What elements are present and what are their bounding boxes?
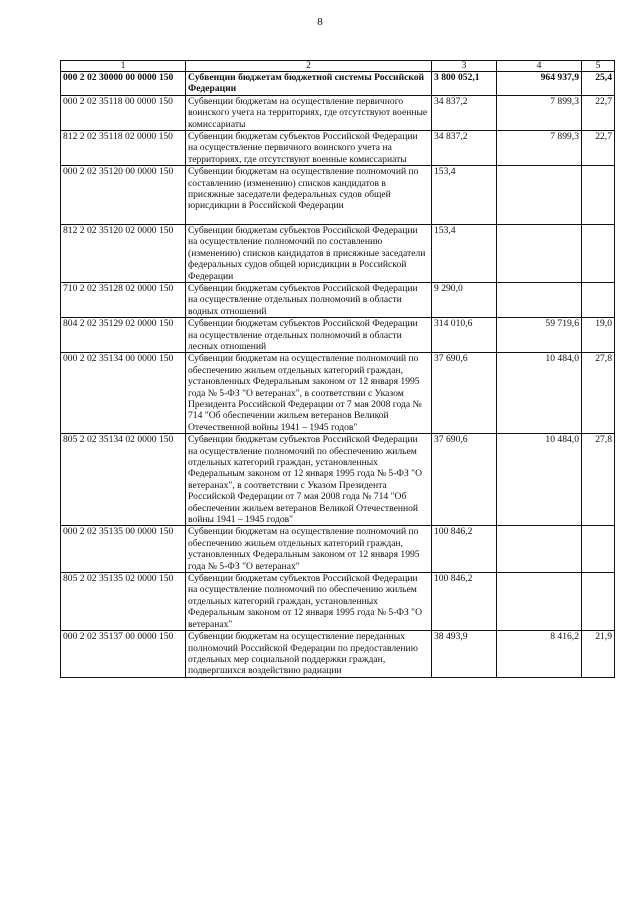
column-header-5: 5 bbox=[582, 61, 615, 72]
actual-amount-cell bbox=[497, 526, 582, 573]
description-cell: Субвенции бюджетам субъектов Российской Федерации на осуществление полномочий по составлению (изменению) списков кандидатов в присяжные заседатели федеральных судов общей юрисдикции в Российской Федерации bbox=[186, 224, 432, 282]
plan-amount-cell: 3 800 052,1 bbox=[432, 72, 497, 96]
table-row bbox=[61, 282, 615, 317]
plan-amount-cell: 34 837,2 bbox=[432, 95, 497, 130]
column-header-2: 2 bbox=[186, 61, 432, 72]
table-row bbox=[61, 72, 615, 96]
column-header-1: 1 bbox=[61, 61, 186, 72]
table-row bbox=[61, 224, 615, 282]
budget-code-cell: 000 2 02 30000 00 0000 150 bbox=[61, 72, 186, 96]
plan-amount-cell: 100 846,2 bbox=[432, 573, 497, 631]
plan-amount-cell: 100 846,2 bbox=[432, 526, 497, 573]
percent-cell bbox=[582, 573, 615, 631]
table-row bbox=[61, 95, 615, 130]
plan-amount-cell: 34 837,2 bbox=[432, 131, 497, 166]
budget-code-cell: 812 2 02 35120 02 0000 150 bbox=[61, 224, 186, 282]
actual-amount-cell: 10 484,0 bbox=[497, 353, 582, 434]
plan-amount-cell: 314 010,6 bbox=[432, 318, 497, 353]
budget-code-cell: 805 2 02 35134 02 0000 150 bbox=[61, 434, 186, 526]
percent-cell: 22,7 bbox=[582, 131, 615, 166]
budget-table bbox=[60, 60, 615, 678]
actual-amount-cell: 7 899,3 bbox=[497, 131, 582, 166]
table-row bbox=[61, 526, 615, 573]
table-row bbox=[61, 353, 615, 434]
description-cell: Субвенции бюджетам субъектов Российской Федерации на осуществление полномочий по обеспечению жильем отдельных категорий граждан, установленных Федеральным законом от 12 января 1995 года № 5-ФЗ "О ветеранах", в соответствии с Указом Президента Российской Федерации от 7 мая 2008 года № 714 "Об обеспечении жильем ветеранов Великой Отечественной войны 1941 – 1945 годов" bbox=[186, 434, 432, 526]
table-row bbox=[61, 131, 615, 166]
percent-cell: 19,0 bbox=[582, 318, 615, 353]
column-header-4: 4 bbox=[497, 61, 582, 72]
description-cell: Субвенции бюджетам на осуществление полномочий по составлению (изменению) списков кандидатов в присяжные заседатели федеральных судов общей юрисдикции в Российской Федерации bbox=[186, 166, 432, 225]
description-cell: Субвенции бюджетам субъектов Российской Федерации на осуществление первичного воинского учета на территориях, где отсутствуют военные комиссариаты bbox=[186, 131, 432, 166]
actual-amount-cell bbox=[497, 282, 582, 317]
plan-amount-cell: 38 493,9 bbox=[432, 631, 497, 678]
budget-code-cell: 710 2 02 35128 02 0000 150 bbox=[61, 282, 186, 317]
page-number: 8 bbox=[317, 16, 323, 28]
table-row bbox=[61, 166, 615, 225]
budget-code-cell: 000 2 02 35137 00 0000 150 bbox=[61, 631, 186, 678]
plan-amount-cell: 153,4 bbox=[432, 166, 497, 225]
plan-amount-cell: 37 690,6 bbox=[432, 434, 497, 526]
actual-amount-cell: 8 416,2 bbox=[497, 631, 582, 678]
description-cell: Субвенции бюджетам на осуществление полномочий по обеспечению жильем отдельных категорий граждан, установленных Федеральным законом от 12 января 1995 года № 5-ФЗ "О ветеранах" bbox=[186, 526, 432, 573]
percent-cell bbox=[582, 224, 615, 282]
description-cell: Субвенции бюджетам на осуществление переданных полномочий Российской Федерации по предоставлению отдельных мер социальной поддержки граждан, подвергшихся воздействию радиации bbox=[186, 631, 432, 678]
description-cell: Субвенции бюджетам субъектов Российской Федерации на осуществление полномочий по обеспечению жильем отдельных категорий граждан, установленных Федеральным законом от 12 января 1995 года № 5-ФЗ "О ветеранах" bbox=[186, 573, 432, 631]
plan-amount-cell: 153,4 bbox=[432, 224, 497, 282]
column-header-3: 3 bbox=[432, 61, 497, 72]
percent-cell bbox=[582, 526, 615, 573]
budget-code-cell: 000 2 02 35134 00 0000 150 bbox=[61, 353, 186, 434]
table-body bbox=[61, 72, 615, 678]
percent-cell: 27,8 bbox=[582, 353, 615, 434]
table-row bbox=[61, 434, 615, 526]
description-cell: Субвенции бюджетам на осуществление полномочий по обеспечению жильем отдельных категорий граждан, установленных Федеральным законом от 12 января 1995 года № 5-ФЗ "О ветеранах", в соответствии с Указом Президента Российской Федерации от 7 мая 2008 года № 714 "Об обеспечении жильем ветеранов Великой Отечественной войны 1941 – 1945 годов" bbox=[186, 353, 432, 434]
percent-cell bbox=[582, 166, 615, 225]
actual-amount-cell: 59 719,6 bbox=[497, 318, 582, 353]
description-cell: Субвенции бюджетам субъектов Российской Федерации на осуществление отдельных полномочий в области водных отношений bbox=[186, 282, 432, 317]
percent-cell: 27,8 bbox=[582, 434, 615, 526]
actual-amount-cell bbox=[497, 166, 582, 225]
description-cell: Субвенции бюджетам на осуществление первичного воинского учета на территориях, где отсутствуют военные комиссариаты bbox=[186, 95, 432, 130]
percent-cell: 21,9 bbox=[582, 631, 615, 678]
table-row bbox=[61, 318, 615, 353]
table-row bbox=[61, 573, 615, 631]
actual-amount-cell bbox=[497, 224, 582, 282]
budget-code-cell: 000 2 02 35135 00 0000 150 bbox=[61, 526, 186, 573]
budget-code-cell: 804 2 02 35129 02 0000 150 bbox=[61, 318, 186, 353]
plan-amount-cell: 9 290,0 bbox=[432, 282, 497, 317]
budget-code-cell: 805 2 02 35135 02 0000 150 bbox=[61, 573, 186, 631]
budget-code-cell: 000 2 02 35120 00 0000 150 bbox=[61, 166, 186, 225]
percent-cell: 25,4 bbox=[582, 72, 615, 96]
budget-code-cell: 000 2 02 35118 00 0000 150 bbox=[61, 95, 186, 130]
percent-cell bbox=[582, 282, 615, 317]
actual-amount-cell bbox=[497, 573, 582, 631]
actual-amount-cell: 10 484,0 bbox=[497, 434, 582, 526]
table-header-row bbox=[61, 61, 615, 72]
description-cell: Субвенции бюджетам субъектов Российской Федерации на осуществление отдельных полномочий в области лесных отношений bbox=[186, 318, 432, 353]
percent-cell: 22,7 bbox=[582, 95, 615, 130]
actual-amount-cell: 7 899,3 bbox=[497, 95, 582, 130]
table-row bbox=[61, 631, 615, 678]
actual-amount-cell: 964 937,9 bbox=[497, 72, 582, 96]
budget-code-cell: 812 2 02 35118 02 0000 150 bbox=[61, 131, 186, 166]
plan-amount-cell: 37 690,6 bbox=[432, 353, 497, 434]
description-cell: Субвенции бюджетам бюджетной системы Российской Федерации bbox=[186, 72, 432, 96]
